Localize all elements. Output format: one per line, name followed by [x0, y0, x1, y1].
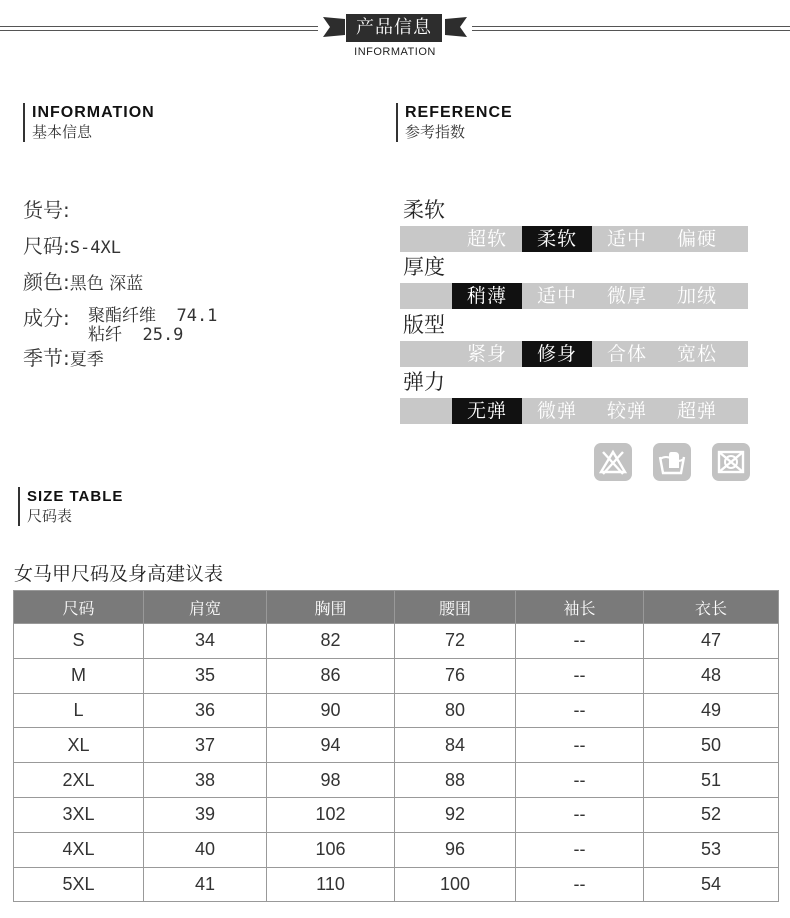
- color-label: 颜色:: [23, 270, 70, 294]
- softness-option-2: 柔软: [522, 226, 592, 252]
- reference-heading-en: REFERENCE: [405, 104, 513, 121]
- cell-waist: 80: [395, 693, 516, 728]
- cell-bust: 98: [267, 763, 395, 798]
- basic-info-heading-en: INFORMATION: [32, 104, 155, 121]
- banner-subtitle: INFORMATION: [354, 46, 436, 58]
- header-length: 衣长: [644, 591, 779, 624]
- cell-size: 5XL: [14, 867, 144, 902]
- cell-sleeve: --: [516, 832, 644, 867]
- thickness-option-1: 稍薄: [452, 283, 522, 309]
- color-value: 黑色 深蓝: [69, 274, 144, 294]
- size-label: 尺码:: [23, 234, 70, 258]
- elasticity-option-2: 微弹: [536, 400, 577, 422]
- color-row: [23, 270, 143, 296]
- cell-size: M: [14, 658, 144, 693]
- fit-label: 版型: [403, 313, 445, 337]
- header-shoulder: 肩宽: [144, 591, 267, 624]
- size-table: [13, 590, 779, 902]
- cell-sleeve: --: [516, 693, 644, 728]
- thickness-option-4: 加绒: [676, 285, 717, 307]
- cell-length: 53: [644, 832, 779, 867]
- cell-shoulder: 35: [144, 658, 267, 693]
- cell-length: 48: [644, 658, 779, 693]
- header-bust: 胸围: [267, 591, 395, 624]
- cell-shoulder: 39: [144, 797, 267, 832]
- season-row: [23, 346, 104, 372]
- cell-size: 2XL: [14, 763, 144, 798]
- cell-length: 47: [644, 624, 779, 659]
- item-no-row: [23, 198, 70, 222]
- no-bleach-icon: [594, 443, 632, 481]
- composition-line-1: 聚酯纤维 74.1: [88, 306, 218, 326]
- reference-heading: [396, 103, 513, 142]
- cell-waist: 96: [395, 832, 516, 867]
- banner-rule-right: [472, 26, 790, 31]
- season-label: 季节:: [23, 346, 70, 370]
- cell-sleeve: --: [516, 728, 644, 763]
- cell-waist: 100: [395, 867, 516, 902]
- cell-bust: 90: [267, 693, 395, 728]
- cell-length: 51: [644, 763, 779, 798]
- no-tumble-dry-icon: [712, 443, 750, 481]
- ribbon-right-icon: [445, 17, 467, 37]
- composition-label: 成分:: [23, 306, 70, 330]
- cell-bust: 110: [267, 867, 395, 902]
- fit-option-4: 宽松: [676, 343, 717, 365]
- elasticity-option-3: 较弹: [606, 400, 647, 422]
- elasticity-scale: [400, 398, 748, 424]
- cell-size: S: [14, 624, 144, 659]
- season-value: 夏季: [69, 350, 104, 370]
- table-row: [14, 728, 779, 763]
- table-row: [14, 867, 779, 902]
- cell-shoulder: 40: [144, 832, 267, 867]
- fit-option-3: 合体: [606, 343, 647, 365]
- elasticity-option-4: 超弹: [676, 400, 717, 422]
- ribbon-left-icon: [323, 17, 345, 37]
- cell-sleeve: --: [516, 867, 644, 902]
- cell-shoulder: 37: [144, 728, 267, 763]
- size-value: S-4XL: [69, 238, 121, 258]
- cell-length: 50: [644, 728, 779, 763]
- table-row: [14, 624, 779, 659]
- reference-heading-cn: 参考指数: [405, 123, 466, 141]
- size-table-heading: [18, 487, 123, 526]
- size-table-heading-cn: 尺码表: [27, 507, 73, 525]
- composition-line-2: 粘纤 25.9: [88, 325, 184, 345]
- cell-waist: 76: [395, 658, 516, 693]
- softness-label: 柔软: [403, 198, 445, 222]
- cell-sleeve: --: [516, 658, 644, 693]
- composition-row: [23, 306, 70, 330]
- softness-option-1: 超软: [466, 228, 507, 250]
- fit-option-1: 紧身: [466, 343, 507, 365]
- cell-length: 52: [644, 797, 779, 832]
- hand-wash-icon: [653, 443, 691, 481]
- item-no-label: 货号:: [23, 198, 70, 222]
- cell-bust: 86: [267, 658, 395, 693]
- cell-shoulder: 38: [144, 763, 267, 798]
- cell-bust: 94: [267, 728, 395, 763]
- cell-waist: 88: [395, 763, 516, 798]
- cell-length: 49: [644, 693, 779, 728]
- cell-shoulder: 41: [144, 867, 267, 902]
- softness-option-4: 偏硬: [676, 228, 717, 250]
- banner-rule-left: [0, 26, 318, 31]
- size-table-header-row: [14, 591, 779, 624]
- cell-bust: 82: [267, 624, 395, 659]
- header-waist: 腰围: [395, 591, 516, 624]
- cell-sleeve: --: [516, 797, 644, 832]
- size-table-heading-en: SIZE TABLE: [27, 488, 124, 505]
- thickness-label: 厚度: [403, 255, 445, 279]
- cell-waist: 72: [395, 624, 516, 659]
- header-size: 尺码: [14, 591, 144, 624]
- cell-sleeve: --: [516, 624, 644, 659]
- cell-size: 4XL: [14, 832, 144, 867]
- basic-info-heading: [23, 103, 155, 142]
- cell-size: 3XL: [14, 797, 144, 832]
- fit-scale: [400, 341, 748, 367]
- header-sleeve: 袖长: [516, 591, 644, 624]
- thickness-option-2: 适中: [536, 285, 577, 307]
- cell-length: 54: [644, 867, 779, 902]
- elasticity-label: 弹力: [403, 370, 445, 394]
- table-row: [14, 693, 779, 728]
- basic-info-heading-cn: 基本信息: [32, 123, 93, 141]
- table-row: [14, 832, 779, 867]
- cell-size: XL: [14, 728, 144, 763]
- cell-bust: 102: [267, 797, 395, 832]
- banner-title: 产品信息: [346, 14, 442, 42]
- softness-option-3: 适中: [606, 228, 647, 250]
- cell-shoulder: 34: [144, 624, 267, 659]
- thickness-option-3: 微厚: [606, 285, 647, 307]
- fit-option-2: 修身: [522, 341, 592, 367]
- cell-waist: 92: [395, 797, 516, 832]
- size-table-title: 女马甲尺码及身高建议表: [14, 563, 224, 585]
- thickness-scale: [400, 283, 748, 309]
- cell-bust: 106: [267, 832, 395, 867]
- cell-shoulder: 36: [144, 693, 267, 728]
- cell-size: L: [14, 693, 144, 728]
- cell-sleeve: --: [516, 763, 644, 798]
- table-row: [14, 658, 779, 693]
- size-row: [23, 234, 121, 260]
- elasticity-option-1: 无弹: [452, 398, 522, 424]
- table-row: [14, 797, 779, 832]
- cell-waist: 84: [395, 728, 516, 763]
- table-row: [14, 763, 779, 798]
- softness-scale: [400, 226, 748, 252]
